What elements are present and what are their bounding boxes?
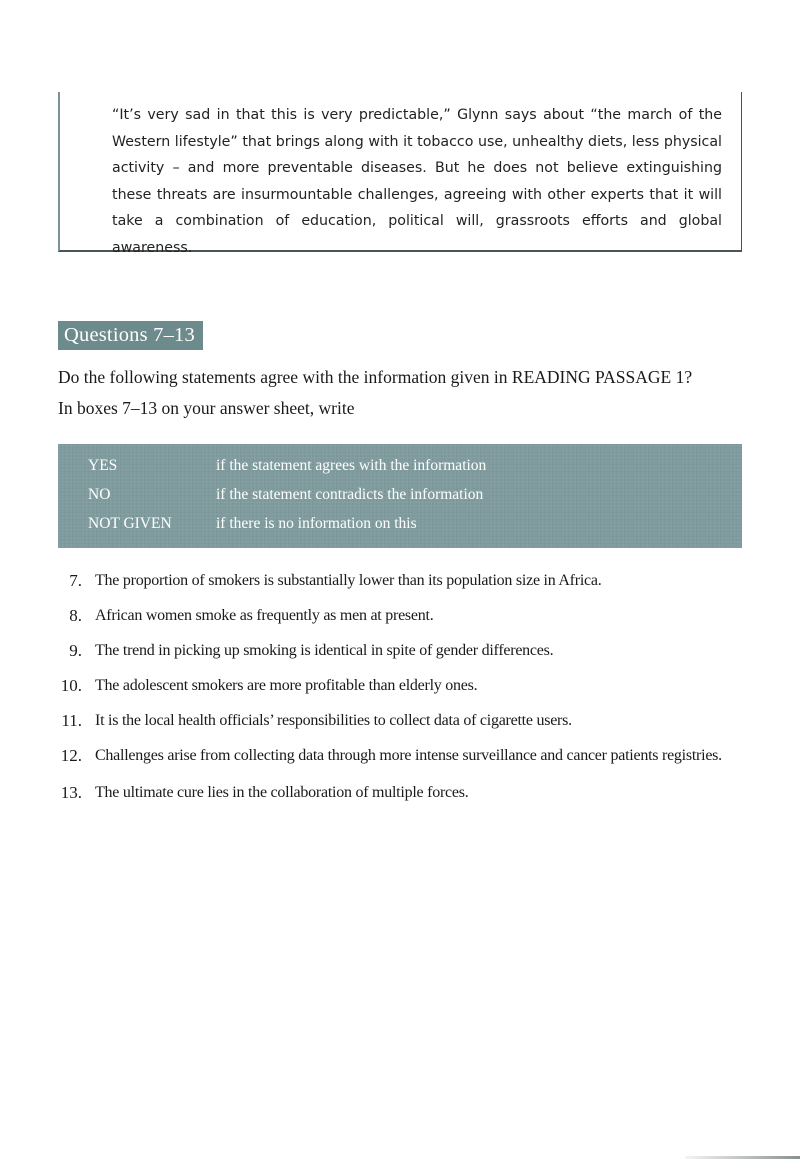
legend-meaning: if there is no information on this: [216, 515, 417, 532]
question-item: [58, 742, 758, 769]
question-number: 12.: [60, 746, 82, 765]
legend-meaning: if the statement contradicts the information: [216, 486, 484, 503]
question-number: 10.: [60, 676, 82, 695]
question-number: 13.: [60, 783, 82, 802]
question-statement: The trend in picking up smoking is identical in spite of gender differences.: [95, 642, 554, 659]
legend-term: NO: [88, 486, 111, 503]
question-item: [58, 674, 758, 697]
question-number: 11.: [61, 711, 82, 730]
question-statement: Challenges arise from collecting data through more intense surveillance and cancer patients registries.: [95, 747, 722, 764]
legend-row-yes: [88, 457, 486, 481]
passage-paragraph: “It’s very sad in that this is very predictable,” Glynn says about “the march of the Western lifestyle” that brings along with it tobacco use, unhealthy diets, less physical activity – and more preventable diseases. But he does not believe extinguishing these threats are insurmountable challenges, agreeing with other experts that it will take a combination of education, political will, grassroots efforts and global awareness.: [112, 107, 722, 256]
questions-heading: Questions 7–13: [58, 321, 203, 350]
question-item: [58, 639, 758, 662]
question-statement: The proportion of smokers is substantially lower than its population size in Africa.: [95, 572, 602, 589]
question-statement: The adolescent smokers are more profitable than elderly ones.: [95, 677, 478, 694]
question-item: [58, 781, 758, 804]
question-list: [58, 569, 758, 804]
instruction-text: Do the following statements agree with the information given in READING PASSAGE 1?: [58, 367, 693, 387]
legend-term: YES: [88, 457, 118, 474]
legend-row-not-given: [88, 515, 417, 539]
question-item: [58, 709, 758, 732]
question-item: [58, 604, 758, 627]
question-statement: The ultimate cure lies in the collaboration of multiple forces.: [95, 784, 469, 801]
question-statement: It is the local health officials’ responsibilities to collect data of cigarette users.: [95, 712, 572, 729]
question-item: [58, 569, 758, 592]
question-number: 9.: [69, 641, 82, 660]
question-number: 7.: [69, 571, 82, 590]
legend-term: NOT GIVEN: [88, 515, 172, 532]
answer-key-legend: [58, 444, 742, 548]
question-number: 8.: [69, 606, 82, 625]
passage-continuation-box: [58, 92, 742, 256]
question-statement: African women smoke as frequently as men at present.: [95, 607, 434, 624]
legend-meaning: if the statement agrees with the information: [216, 457, 487, 474]
legend-row-no: [88, 486, 483, 510]
answer-sheet-instruction: In boxes 7–13 on your answer sheet, write: [58, 398, 355, 418]
